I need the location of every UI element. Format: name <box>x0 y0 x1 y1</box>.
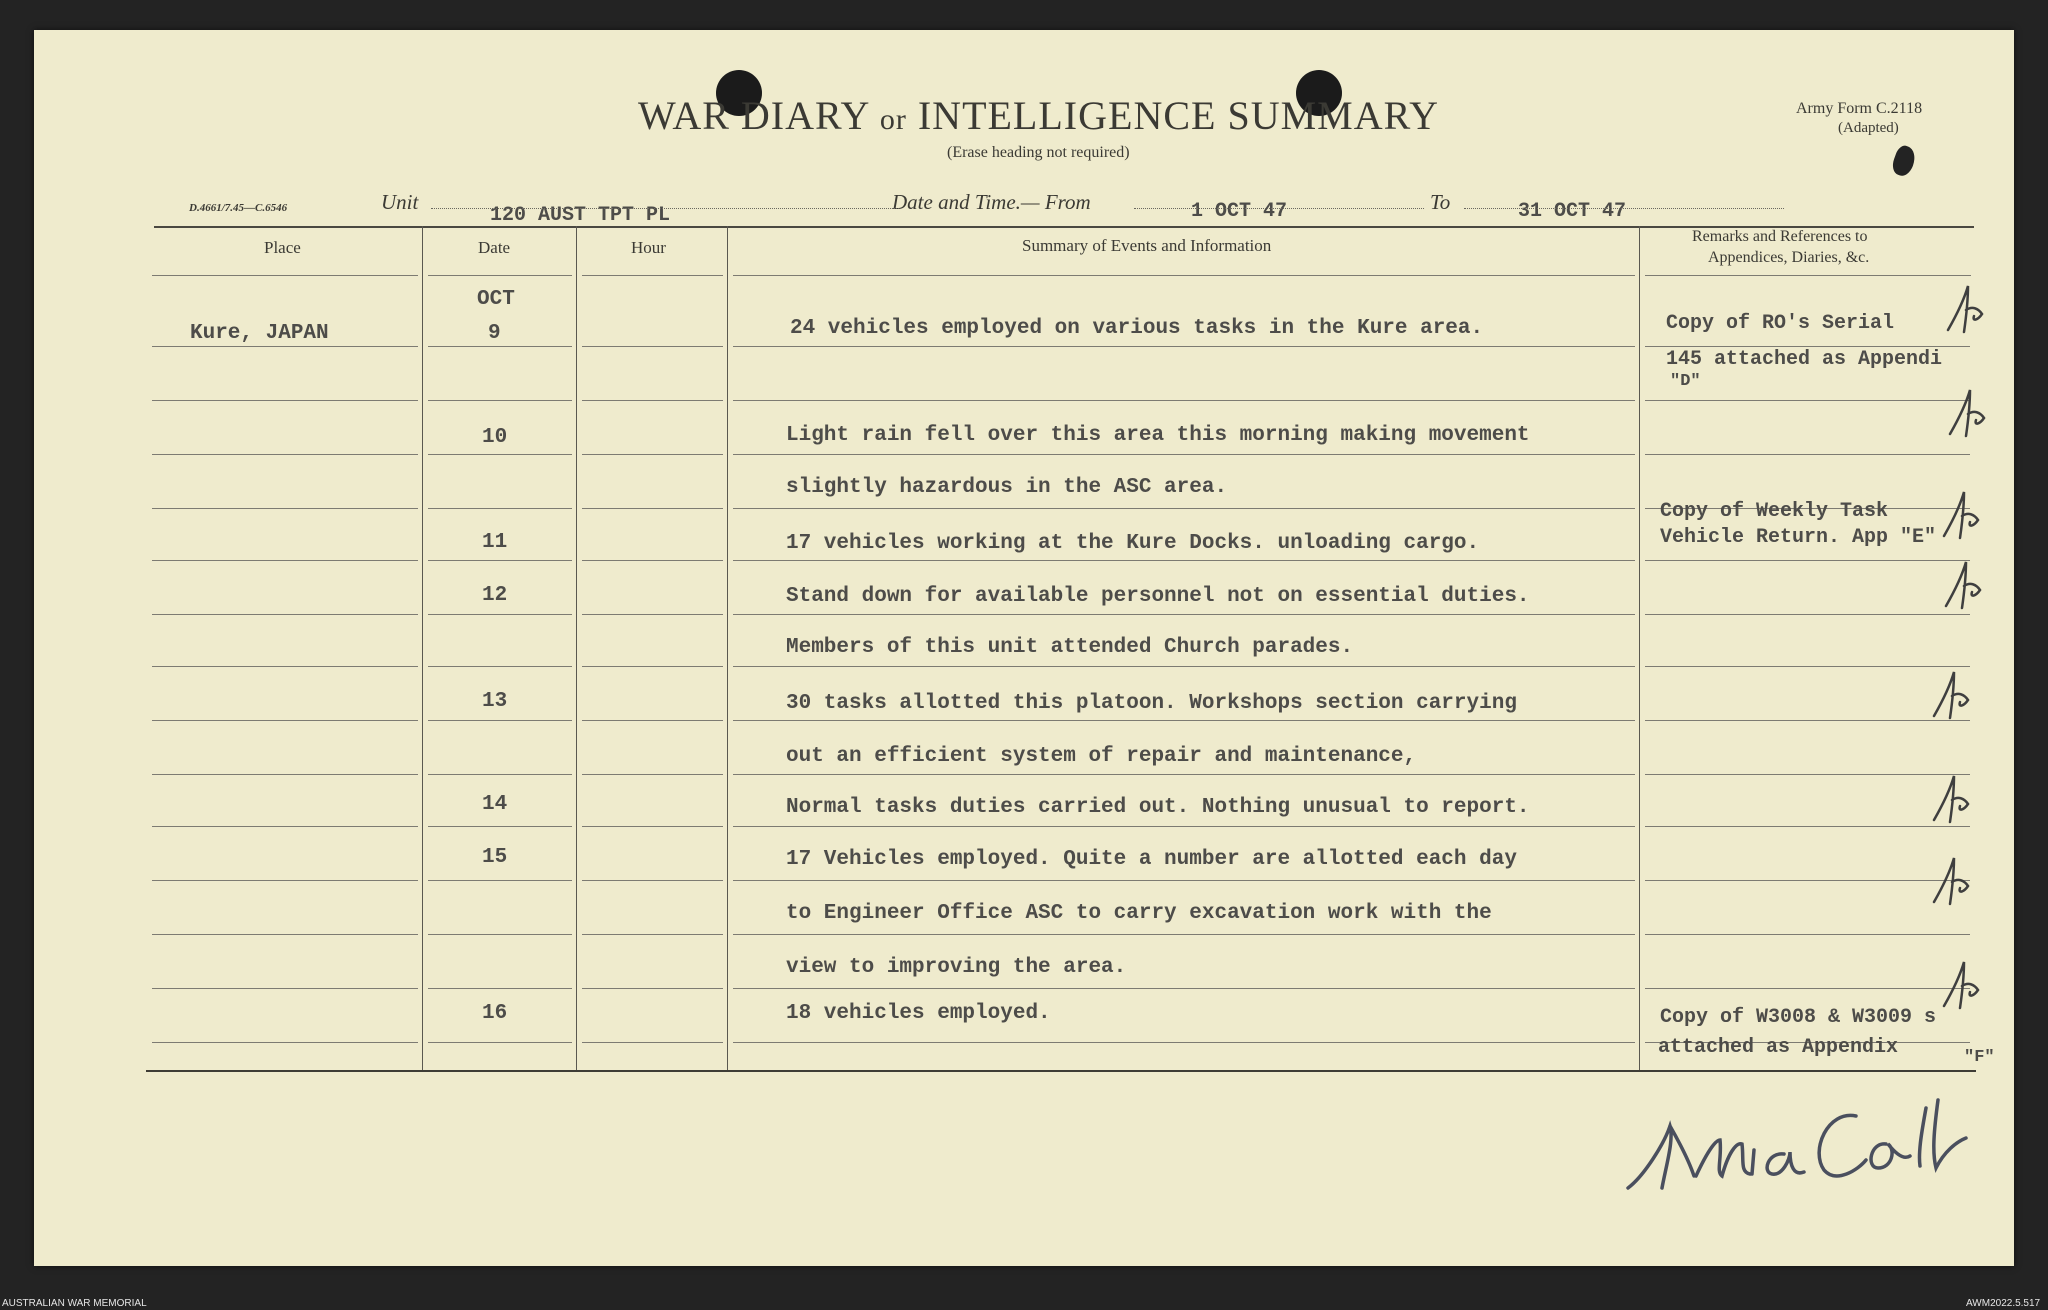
ruled-line <box>1645 988 1970 989</box>
unit-label: Unit <box>381 190 419 214</box>
from-date-value: 1 OCT 47 <box>1191 200 1288 223</box>
ruled-line <box>582 666 723 667</box>
war-diary-form <box>34 30 2014 1266</box>
army-form-adapted: (Adapted) <box>1838 120 1899 136</box>
column-header-place: Place <box>264 238 301 257</box>
ruled-line <box>152 988 418 989</box>
summary-line: 30 tasks allotted this platoon. Workshops section carrying <box>786 692 1517 715</box>
date-entry: 15 <box>482 846 508 869</box>
unit-value: 120 AUST TPT PL <box>490 204 671 227</box>
ruled-line <box>152 346 418 347</box>
ruled-line <box>733 880 1635 881</box>
ruled-line <box>428 400 572 401</box>
ruled-line <box>582 275 723 276</box>
summary-line: to Engineer Office ASC to carry excavation work with the <box>786 902 1492 925</box>
ruled-line <box>428 988 572 989</box>
summary-line: view to improving the area. <box>786 956 1127 979</box>
ruled-line <box>1645 774 1970 775</box>
title-or: or <box>879 103 907 136</box>
date-entry: 16 <box>482 1002 508 1025</box>
ruled-line <box>582 988 723 989</box>
column-header-date: Date <box>478 238 511 257</box>
column-header-hour: Hour <box>631 238 666 257</box>
date-entry: 14 <box>482 793 508 816</box>
summary-line: Stand down for available personnel not on essential duties. <box>786 585 1530 608</box>
ruled-line <box>1645 720 1970 721</box>
ruled-line <box>1645 880 1970 881</box>
ruled-line <box>582 508 723 509</box>
column-divider-place <box>422 226 423 1070</box>
ruled-line <box>1645 275 1971 276</box>
remark-line: "F" <box>1964 1048 1995 1067</box>
title-intelligence-summary: INTELLIGENCE SUMMARY <box>917 93 1439 138</box>
ruled-line <box>428 614 572 615</box>
ruled-line <box>733 988 1635 989</box>
title-war-diary: WAR DIARY <box>638 93 869 138</box>
ruled-line <box>428 454 572 455</box>
ruled-line <box>582 934 723 935</box>
check-mark <box>1944 280 1990 336</box>
ruled-line <box>733 826 1635 827</box>
ruled-line <box>733 275 1635 276</box>
ruled-line <box>582 346 723 347</box>
ruled-line <box>733 1042 1635 1043</box>
ruled-line <box>428 826 572 827</box>
ruled-line <box>733 400 1635 401</box>
ruled-line <box>1645 666 1970 667</box>
ruled-line <box>1645 934 1970 935</box>
check-mark <box>1930 666 1976 722</box>
unit-underline <box>431 208 901 209</box>
check-mark <box>1930 770 1976 826</box>
summary-line: out an efficient system of repair and maintenance, <box>786 745 1417 768</box>
ruled-line <box>1645 560 1970 561</box>
remark-line: 145 attached as Appendi <box>1666 348 1943 371</box>
date-time-label: Date and Time.— From <box>892 190 1091 214</box>
remark-line: attached as Appendix <box>1658 1036 1899 1059</box>
ruled-line <box>733 720 1635 721</box>
summary-line: 24 vehicles employed on various tasks in the Kure area. <box>790 317 1484 340</box>
date-entry: 12 <box>482 584 508 607</box>
ruled-line <box>733 560 1635 561</box>
remark-line: Copy of RO's Serial <box>1666 312 1895 335</box>
form-subtitle: (Erase heading not required) <box>947 144 1130 161</box>
month-entry: OCT <box>477 288 515 311</box>
ruled-line <box>428 880 572 881</box>
ruled-line <box>152 826 418 827</box>
officer-signature <box>1604 1080 1984 1200</box>
summary-line: 18 vehicles employed. <box>786 1002 1051 1025</box>
summary-line: Members of this unit attended Church parades. <box>786 636 1354 659</box>
ruled-line <box>428 720 572 721</box>
ruled-line <box>428 666 572 667</box>
ruled-line <box>428 508 572 509</box>
summary-line: Light rain fell over this area this morning making movement <box>786 424 1530 447</box>
to-date-value: 31 OCT 47 <box>1518 200 1627 223</box>
date-entry: 10 <box>482 426 508 449</box>
ruled-line <box>428 934 572 935</box>
ruled-line <box>582 880 723 881</box>
form-ref-code: D.4661/7.45—C.6546 <box>189 202 288 214</box>
ruled-line <box>582 774 723 775</box>
ruled-line <box>582 1042 723 1043</box>
ruled-line <box>733 934 1635 935</box>
ruled-line <box>733 666 1635 667</box>
ruled-line <box>733 346 1635 347</box>
from-underline <box>1134 208 1424 209</box>
paper-tear <box>1889 143 1918 178</box>
check-mark <box>1940 486 1986 542</box>
ruled-line <box>152 774 418 775</box>
date-entry: 9 <box>488 322 501 345</box>
ruled-line <box>152 720 418 721</box>
ruled-line <box>582 400 723 401</box>
ruled-line <box>152 508 418 509</box>
ruled-line <box>733 454 1635 455</box>
column-header-summary: Summary of Events and Information <box>1022 236 1272 255</box>
summary-line: Normal tasks duties carried out. Nothing unusual to report. <box>786 796 1530 819</box>
ruled-line <box>582 614 723 615</box>
ruled-line <box>582 720 723 721</box>
summary-line: slightly hazardous in the ASC area. <box>786 476 1228 499</box>
ruled-line <box>152 400 418 401</box>
ruled-line <box>428 275 572 276</box>
ruled-line <box>152 880 418 881</box>
column-divider-hour <box>727 226 728 1070</box>
ruled-line <box>152 666 418 667</box>
column-divider-summary <box>1639 226 1640 1070</box>
date-entry: 11 <box>482 531 508 554</box>
place-entry: Kure, JAPAN <box>190 322 329 345</box>
ruled-line <box>733 774 1635 775</box>
ruled-line <box>582 826 723 827</box>
remark-line: Copy of W3008 & W3009 s <box>1660 1006 1937 1029</box>
summary-line: 17 vehicles working at the Kure Docks. unloading cargo. <box>786 532 1480 555</box>
to-underline <box>1464 208 1784 209</box>
remark-line: Copy of Weekly Task <box>1660 500 1889 523</box>
table-bottom-rule <box>146 1070 1976 1072</box>
ruled-line <box>733 508 1635 509</box>
ruled-line <box>733 614 1635 615</box>
column-header-remarks-1: Remarks and References to <box>1692 228 1868 245</box>
date-entry: 13 <box>482 690 508 713</box>
ruled-line <box>582 454 723 455</box>
ruled-line <box>152 454 418 455</box>
army-form-number: Army Form C.2118 <box>1796 100 1923 117</box>
form-title <box>638 92 1439 139</box>
ruled-line <box>582 560 723 561</box>
to-label: To <box>1430 190 1451 214</box>
ruled-line <box>1645 826 1970 827</box>
check-mark <box>1942 556 1988 612</box>
ruled-line <box>152 1042 418 1043</box>
footer-credit: AUSTRALIAN WAR MEMORIAL <box>2 1298 147 1309</box>
check-mark <box>1940 956 1986 1012</box>
remark-line: "D" <box>1670 372 1701 391</box>
ruled-line <box>1645 400 1970 401</box>
check-mark <box>1930 852 1976 908</box>
summary-line: 17 Vehicles employed. Quite a number are allotted each day <box>786 848 1517 871</box>
footer-accession-number: AWM2022.5.517 <box>1966 1298 2041 1309</box>
ruled-line <box>428 774 572 775</box>
column-header-remarks-2: Appendices, Diaries, &c. <box>1708 249 1870 266</box>
ruled-line <box>428 560 572 561</box>
ruled-line <box>428 1042 572 1043</box>
column-divider-date <box>576 226 577 1070</box>
ruled-line <box>1645 346 1970 347</box>
ruled-line <box>152 614 418 615</box>
ruled-line <box>1645 614 1970 615</box>
ruled-line <box>152 560 418 561</box>
check-mark <box>1946 384 1992 440</box>
ruled-line <box>152 275 418 276</box>
ruled-line <box>428 346 572 347</box>
ruled-line <box>1645 454 1970 455</box>
ruled-line <box>152 934 418 935</box>
remark-line: Vehicle Return. App "E" <box>1660 526 1937 549</box>
